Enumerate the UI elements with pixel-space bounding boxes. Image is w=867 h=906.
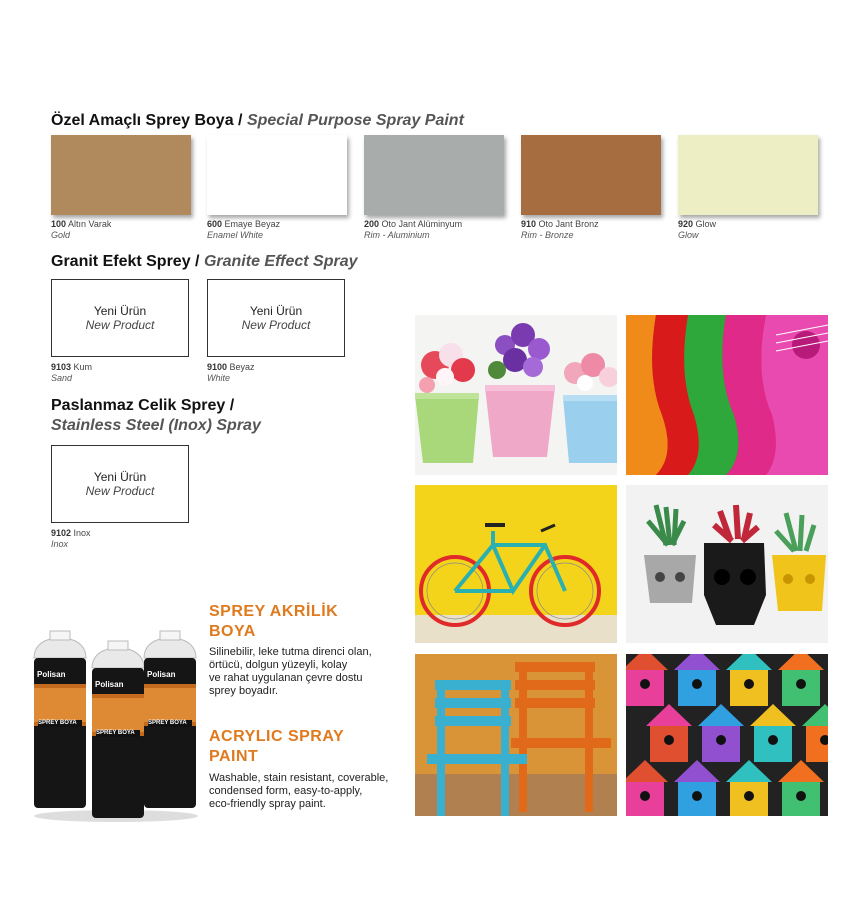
swatch-name: Emaye Beyaz xyxy=(224,219,281,229)
swatch-name-en: Gold xyxy=(51,230,71,240)
special-heading: Özel Amaçlı Sprey Boya / Special Purpose Spray Paint xyxy=(51,112,464,129)
spray-cans-image xyxy=(28,628,200,824)
inox-box-9102 xyxy=(51,445,189,523)
swatch-name-en: Sand xyxy=(51,373,73,383)
inox-caption-9102 xyxy=(51,528,91,550)
special-title: Özel Amaçlı Sprey Boya xyxy=(51,112,234,129)
swatch-name-en: Rim - Bronze xyxy=(521,230,574,240)
swatch-code: 200 xyxy=(364,219,380,229)
granite-box-9103 xyxy=(51,279,189,357)
inox-subtitle: Stainless Steel (Inox) Spray xyxy=(51,417,261,434)
acrylic-title-en-line1: ACRYLIC SPRAY xyxy=(209,728,345,745)
spray-cans-icon xyxy=(28,628,200,824)
acrylic-title-en-line2: PAINT xyxy=(209,748,259,765)
swatch-code: 910 xyxy=(521,219,537,229)
swatch-code: 100 xyxy=(51,219,67,229)
special-subtitle: Special Purpose Spray Paint xyxy=(246,112,464,129)
swatch-code: 9102 xyxy=(51,528,72,538)
granite-caption-9100 xyxy=(207,362,255,384)
skull-planters-photo xyxy=(626,485,828,643)
flower-pots-photo xyxy=(415,315,617,475)
swatch-name: Glow xyxy=(695,219,717,229)
acrylic-text-tr-line: Silinebilir, leke tutma direnci olan, xyxy=(209,646,372,658)
acrylic-text-tr-line: sprey boyadır. xyxy=(209,685,279,697)
granite-caption-9103 xyxy=(51,362,92,384)
swatch-name: Oto Jant Alüminyum xyxy=(381,219,463,229)
can-brand: Polisan xyxy=(95,680,124,689)
new-product-en: New Product xyxy=(85,484,155,498)
swatch-caption-910 xyxy=(521,219,599,241)
swatch-name: Beyaz xyxy=(229,362,255,372)
acrylic-title-tr xyxy=(209,602,338,642)
new-product-tr: Yeni Ürün xyxy=(249,304,303,318)
color-swatch-200 xyxy=(364,135,504,215)
acrylic-text-tr xyxy=(209,646,372,698)
swatch-name-en: White xyxy=(207,373,231,383)
swatch-caption-100 xyxy=(51,219,111,241)
acrylic-text-en-line: Washable, stain resistant, coverable, xyxy=(209,772,389,784)
color-swatch-910 xyxy=(521,135,661,215)
swatch-code: 920 xyxy=(678,219,694,229)
can-label: SPREY BOYA xyxy=(38,720,77,726)
can-label: SPREY BOYA xyxy=(148,720,187,726)
acrylic-text-en-line: condensed form, easy-to-apply, xyxy=(209,785,363,797)
swatch-name-en: Glow xyxy=(678,230,699,240)
acrylic-text-tr-line: örtücü, dolgun yüzeyli, kolay xyxy=(209,659,348,671)
swatch-caption-920 xyxy=(678,219,716,241)
swatch-caption-600 xyxy=(207,219,280,241)
color-swatch-920 xyxy=(678,135,818,215)
swatch-code: 600 xyxy=(207,219,223,229)
new-product-en: New Product xyxy=(85,318,155,332)
acrylic-title-tr-line1: SPREY AKRİLİK xyxy=(209,603,339,620)
swatch-name: Oto Jant Bronz xyxy=(538,219,599,229)
guitars-photo xyxy=(626,315,828,475)
acrylic-title-tr-line2: BOYA xyxy=(209,623,256,640)
acrylic-title-en xyxy=(209,727,344,767)
swatch-code: 9100 xyxy=(207,362,228,372)
granite-heading: Granit Efekt Sprey / Granite Effect Spray xyxy=(51,253,358,270)
swatch-caption-200 xyxy=(364,219,462,241)
chairs-photo xyxy=(415,654,617,816)
granite-title: Granit Efekt Sprey xyxy=(51,253,191,270)
inox-heading-en xyxy=(51,417,261,435)
granite-box-9100 xyxy=(207,279,345,357)
granite-subtitle: Granite Effect Spray xyxy=(203,253,358,270)
color-swatch-100 xyxy=(51,135,191,215)
new-product-tr: Yeni Ürün xyxy=(93,304,147,318)
inox-title: Paslanmaz Celik Sprey / xyxy=(51,397,235,414)
swatch-name: Kum xyxy=(73,362,93,372)
birdhouses-photo xyxy=(626,654,828,816)
swatch-name-en: Enamel White xyxy=(207,230,264,240)
acrylic-text-tr-line: ve rahat uygulanan çevre dostu xyxy=(209,672,363,684)
acrylic-text-en-line: eco-friendly spray paint. xyxy=(209,798,326,810)
swatch-name: Inox xyxy=(73,528,91,538)
color-swatch-600 xyxy=(207,135,347,215)
new-product-en: New Product xyxy=(241,318,311,332)
new-product-tr: Yeni Ürün xyxy=(93,470,147,484)
bicycle-photo xyxy=(415,485,617,643)
swatch-name-en: Rim - Aluminium xyxy=(364,230,430,240)
swatch-name-en: Inox xyxy=(51,539,69,549)
swatch-code: 9103 xyxy=(51,362,72,372)
can-label: SPREY BOYA xyxy=(96,730,135,736)
swatch-name: Altın Varak xyxy=(68,219,112,229)
can-brand: Polisan xyxy=(37,670,66,679)
acrylic-text-en xyxy=(209,772,388,811)
can-brand: Polisan xyxy=(147,670,176,679)
inox-heading xyxy=(51,397,234,415)
